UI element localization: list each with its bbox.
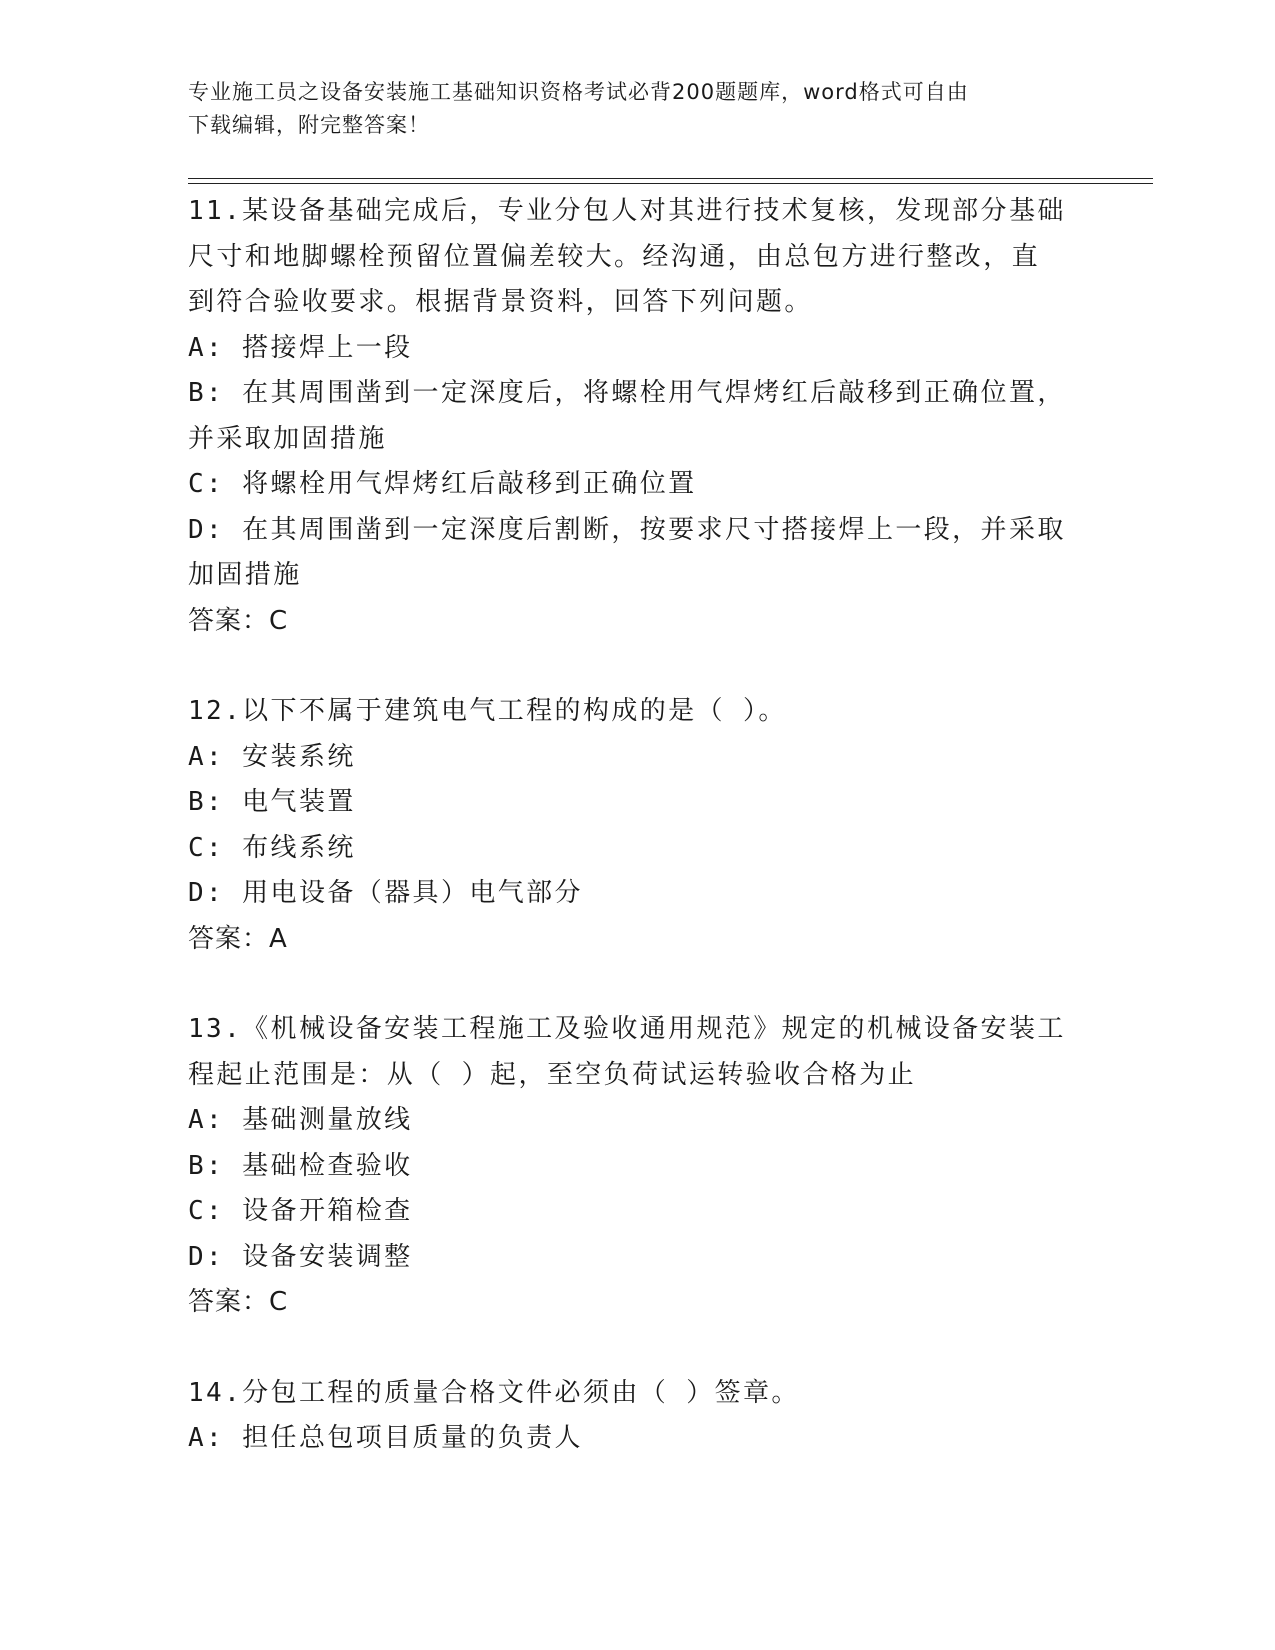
- option-c: C: 设备开箱检查: [188, 1196, 413, 1226]
- option-b: B: 电气装置: [188, 787, 356, 817]
- option-a: A: 担任总包项目质量的负责人: [188, 1423, 583, 1453]
- question-stem-line: 尺寸和地脚螺栓预留位置偏差较大。经沟通，由总包方进行整改，直: [188, 241, 1041, 272]
- question-stem-line: 12.以下不属于建筑电气工程的构成的是（ ）。: [188, 696, 787, 726]
- answer-label: 答案：C: [188, 1287, 289, 1317]
- option-d: D: 在其周围凿到一定深度后割断，按要求尺寸搭接焊上一段，并采取: [188, 514, 1066, 545]
- document-header: [188, 76, 1068, 142]
- answer-label: 答案：C: [188, 605, 289, 636]
- answer-label: 答案：A: [188, 923, 288, 954]
- option-d-continued: 加固措施: [188, 560, 302, 590]
- question-12: [188, 689, 1083, 962]
- question-stem-line: 到符合验收要求。根据背景资料，回答下列问题。: [188, 287, 813, 317]
- question-11: [188, 189, 1083, 644]
- option-b: B: 基础检查验收: [188, 1150, 413, 1181]
- option-c: C: 将螺栓用气焊烤红后敲移到正确位置: [188, 469, 697, 499]
- header-divider-top: [188, 178, 1153, 179]
- option-a: A: 基础测量放线: [188, 1105, 413, 1135]
- option-a: A: 安装系统: [188, 741, 356, 772]
- question-14: [188, 1371, 1083, 1462]
- header-title-line-1: 专业施工员之设备安装施工基础知识资格考试必背200题题库，word格式可自由: [188, 80, 969, 104]
- question-stem-line: 14.分包工程的质量合格文件必须由（ ）签章。: [188, 1377, 800, 1408]
- option-b: B: 在其周围凿到一定深度后，将螺栓用气焊烤红后敲移到正确位置，: [188, 378, 1066, 408]
- option-d: D: 用电设备（器具）电气部分: [188, 878, 583, 908]
- option-d: D: 设备安装调整: [188, 1241, 413, 1272]
- question-13: [188, 1007, 1083, 1326]
- question-list: [188, 189, 1083, 1462]
- question-stem-line: 13.《机械设备安装工程施工及验收通用规范》规定的机械设备安装工: [188, 1014, 1066, 1044]
- option-b-continued: 并采取加固措施: [188, 423, 387, 454]
- option-c: C: 布线系统: [188, 832, 356, 863]
- question-stem-line: 11.某设备基础完成后，专业分包人对其进行技术复核，发现部分基础: [188, 196, 1066, 226]
- option-a: A: 搭接焊上一段: [188, 332, 413, 363]
- header-title-line-2: 下载编辑，附完整答案！: [188, 113, 430, 137]
- question-stem-line: 程起止范围是：从（ ）起，至空负荷试运转验收合格为止: [188, 1059, 917, 1090]
- header-divider-bottom: [188, 183, 1153, 184]
